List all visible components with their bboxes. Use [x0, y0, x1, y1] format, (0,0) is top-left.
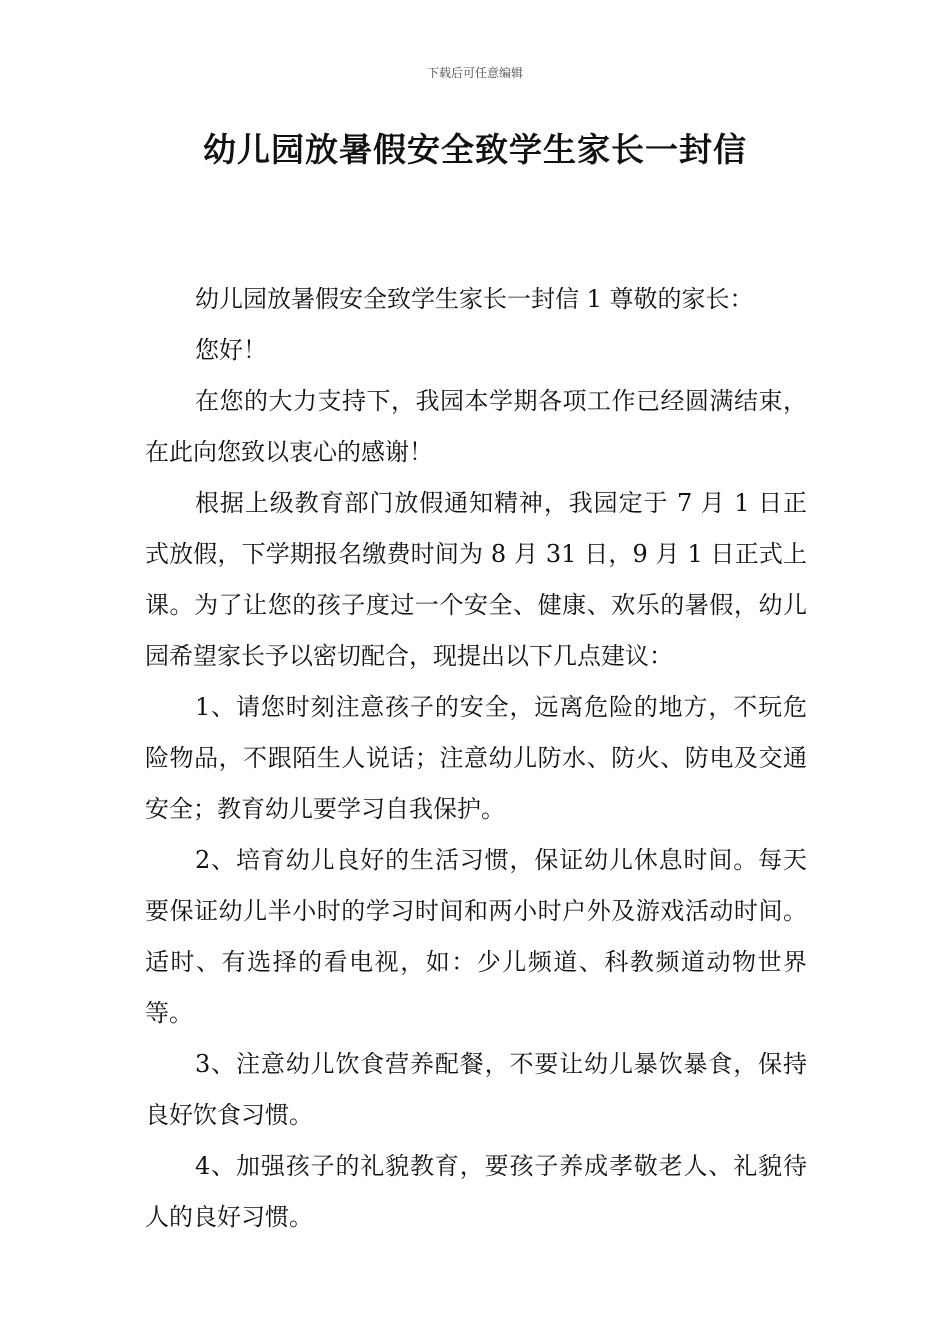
paragraph-schedule: 根据上级教育部门放假通知精神，我园定于 7 月 1 日正式放假，下学期报名缴费时间为 8 月 31 日，9 月 1 日正式上课。为了让您的孩子度过一个安全、健康、欢乐的暑假，幼儿园希望家长予以密切配合，现提出以下几点建议：	[145, 489, 807, 670]
letter-body	[145, 274, 807, 1243]
paragraph-greeting: 您好！	[195, 336, 267, 364]
paragraph-opening: 幼儿园放暑假安全致学生家长一封信 1 尊敬的家长：	[195, 285, 754, 313]
header-note: 下载后可任意编辑	[426, 66, 523, 80]
paragraph-suggestion-4: 4、加强孩子的礼貌教育，要孩子养成孝敬老人、礼貌待人的良好习惯。	[145, 1152, 807, 1231]
paragraph-suggestion-3: 3、注意幼儿饮食营养配餐，不要让幼儿暴饮暴食，保持良好饮食习惯。	[145, 1050, 807, 1129]
paragraph-suggestion-1: 1、请您时刻注意孩子的安全，远离危险的地方，不玩危险物品，不跟陌生人说话；注意幼儿防水、防火、防电及交通安全；教育幼儿要学习自我保护。	[145, 693, 807, 823]
paragraph-thanks: 在您的大力支持下，我园本学期各项工作已经圆满结束，在此向您致以衷心的感谢！	[145, 387, 807, 466]
page-title: 幼儿园放暑假安全致学生家长一封信	[203, 130, 747, 169]
paragraph-suggestion-2: 2、培育幼儿良好的生活习惯，保证幼儿休息时间。每天要保证幼儿半小时的学习时间和两小时户外及游戏活动时间。适时、有选择的看电视，如：少儿频道、科教频道动物世界等。	[145, 846, 807, 1027]
